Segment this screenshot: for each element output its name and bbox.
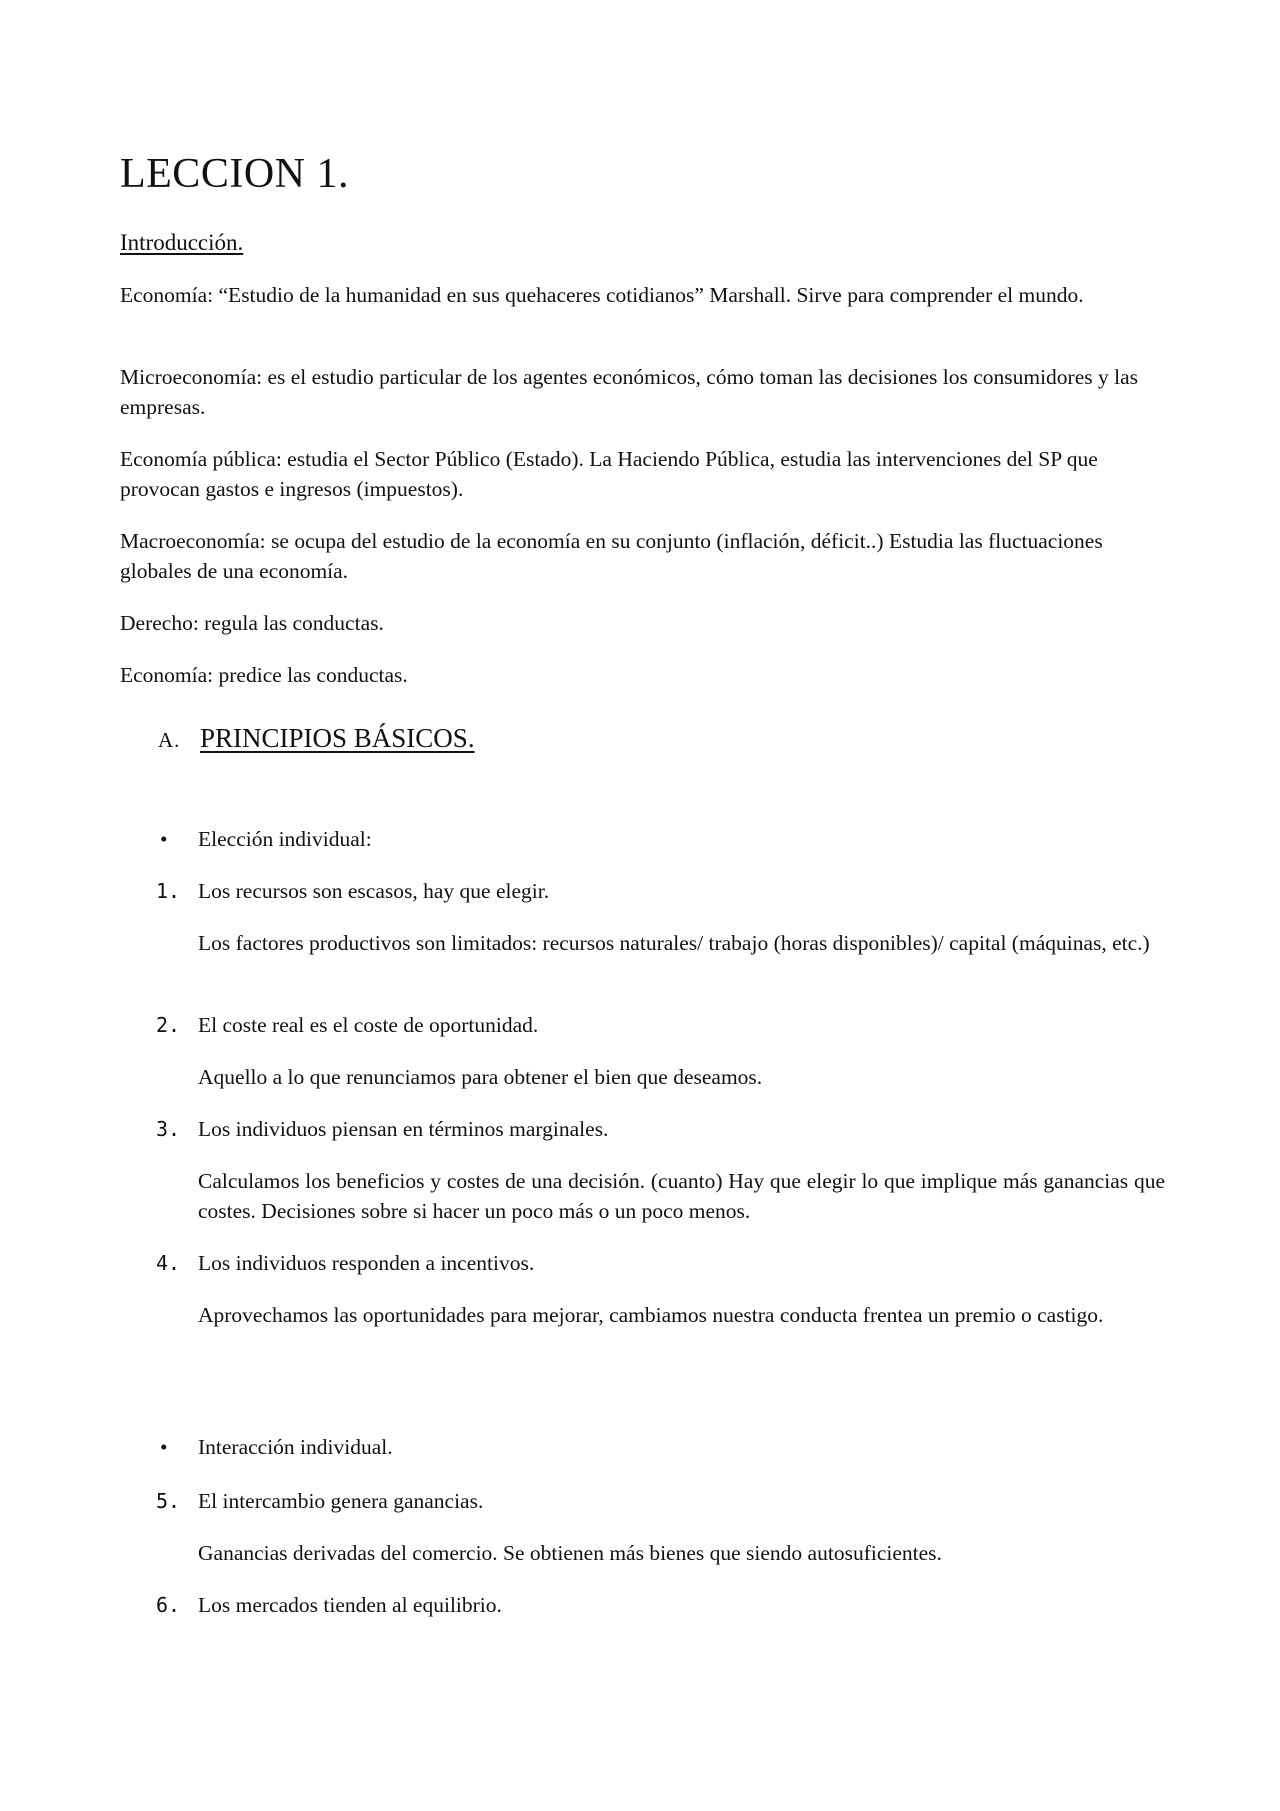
section-heading-text: PRINCIPIOS BÁSICOS. — [200, 723, 475, 753]
paragraph-economia: Economía: “Estudio de la humanidad en sus quehaceres cotidianos” Marshall. Sirve para comprender el mundo. — [120, 283, 1084, 307]
principle-title: El intercambio genera ganancias. — [198, 1489, 484, 1513]
principle-number: 3. — [156, 1117, 181, 1141]
principle-title: Los individuos responden a incentivos. — [198, 1251, 535, 1275]
section-subtitle: Introducción. — [120, 230, 244, 255]
principle-item — [156, 876, 1166, 906]
principle-detail: Calculamos los beneficios y costes de una decisión. (cuanto) Hay que elegir lo que implique más ganancias que costes. Decisiones sobre si hacer un poco más o un poco menos. — [198, 1169, 1165, 1223]
principle-number: 1. — [156, 879, 181, 903]
paragraph-microeconomia: Microeconomía: es el estudio particular de los agentes económicos, cómo toman las decisiones los consumidores y las empresas. — [120, 365, 1139, 419]
bullet-icon: • — [160, 1435, 168, 1459]
group-label: Elección individual: — [198, 827, 372, 851]
principle-item — [156, 1248, 1166, 1278]
paragraph-economia-predice: Economía: predice las conductas. — [120, 663, 408, 687]
group-item-interaccion — [156, 1432, 1166, 1462]
page-title: LECCION 1. — [120, 151, 349, 197]
principle-detail: Aquello a lo que renunciamos para obtener el bien que deseamos. — [198, 1065, 763, 1089]
principle-title: Los mercados tienden al equilibrio. — [198, 1593, 502, 1617]
principle-number: 4. — [156, 1251, 181, 1275]
section-marker: A. — [158, 728, 181, 752]
section-heading — [158, 720, 475, 758]
principle-title: Los recursos son escasos, hay que elegir. — [198, 879, 550, 903]
principle-number: 2. — [156, 1013, 181, 1037]
principle-title: Los individuos piensan en términos marginales. — [198, 1117, 609, 1141]
principle-number: 6. — [156, 1593, 181, 1617]
principle-detail: Los factores productivos son limitados: recursos naturales/ trabajo (horas disponibles)/ capital (máquinas, etc.) — [198, 931, 1150, 955]
paragraph-economia-publica: Economía pública: estudia el Sector Público (Estado). La Haciendo Pública, estudia las intervenciones del SP que provocan gastos e ingresos (impuestos). — [120, 447, 1098, 501]
principle-item — [156, 1590, 1166, 1620]
principle-title: El coste real es el coste de oportunidad. — [198, 1013, 539, 1037]
principle-item — [156, 1486, 1166, 1516]
group-item-eleccion — [156, 824, 1166, 854]
group-label: Interacción individual. — [198, 1435, 393, 1459]
principle-item — [156, 1114, 1166, 1144]
principle-detail: Aprovechamos las oportunidades para mejorar, cambiamos nuestra conducta frentea un premio o castigo. — [198, 1303, 1104, 1327]
principle-item — [156, 1010, 1166, 1040]
principle-detail: Ganancias derivadas del comercio. Se obtienen más bienes que siendo autosuficientes. — [198, 1541, 942, 1565]
bullet-icon: • — [160, 827, 168, 851]
paragraph-derecho: Derecho: regula las conductas. — [120, 611, 384, 635]
principle-number: 5. — [156, 1489, 181, 1513]
paragraph-macroeconomia: Macroeconomía: se ocupa del estudio de la economía en su conjunto (inflación, déficit..) Estudia las fluctuaciones globales de una economía. — [120, 529, 1103, 583]
